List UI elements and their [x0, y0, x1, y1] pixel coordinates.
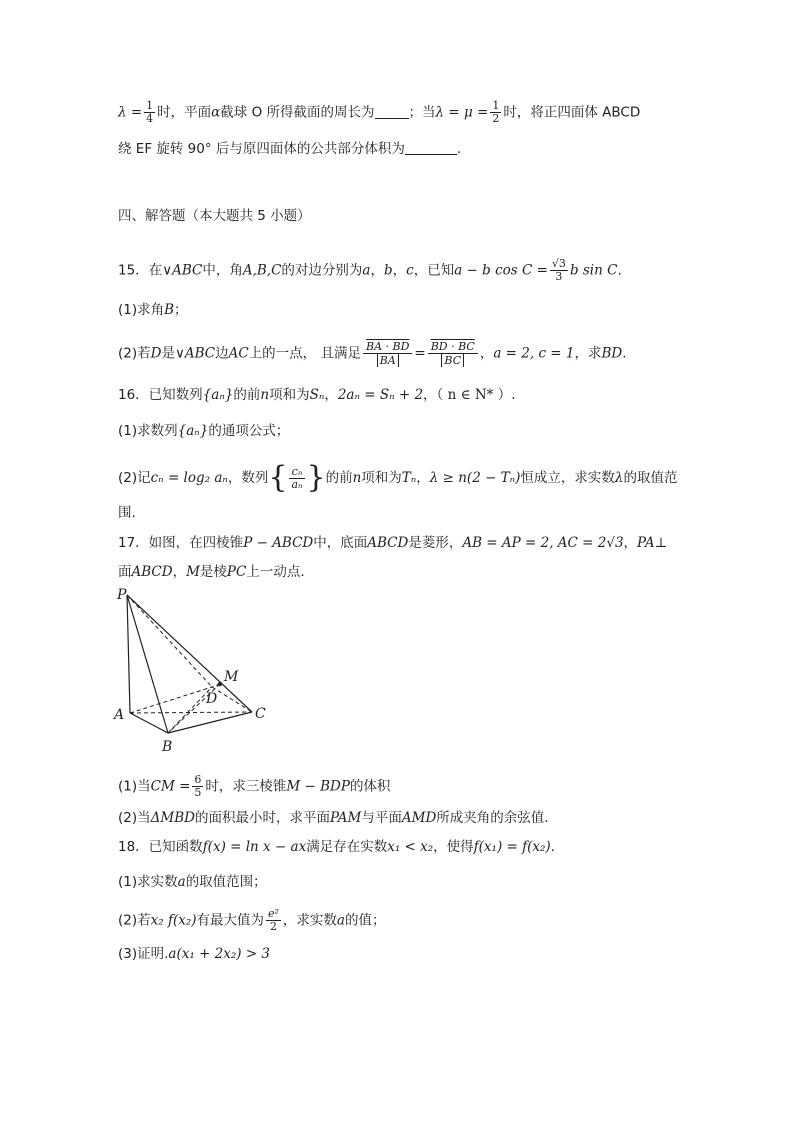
q16-part1: (1)求数列{aₙ}的通项公式；: [118, 423, 290, 439]
fraction-six-fifths: $\frac{6}{5}$: [194, 773, 202, 799]
q17-stem: 17．如图，在四棱锥P − ABCD中，底面ABCD是菱形，AB = AP = 2, AC = 2√3，PA⊥: [118, 535, 668, 551]
label-A: A: [114, 707, 125, 723]
q14-line1: λ = $\frac{1}{4}$ 时，平面α截球 O 所得截面的周长为 ；当λ = μ = $\frac{1}{2}$ 时，将正四面体 ABCD: [118, 99, 641, 125]
fraction-e2-over-2: $\frac{\text{e²}}{2}$: [268, 907, 279, 933]
q17-part2: (2)当ΔMBD的面积最小时，求平面PAM与平面AMD所成夹角的余弦值.: [118, 810, 549, 826]
q15-stem: 15．在∨ABC中，角A,B,C的对边分别为a，b，c，已知a − b cos C = $\frac{√3}{3}$ b sin C.: [118, 257, 622, 283]
edge-PA: [127, 595, 130, 713]
label-P: P: [117, 587, 127, 603]
edge-BC: [168, 712, 252, 733]
edge-DC: [212, 687, 252, 712]
fraction-one-half: $\frac{1}{2}$: [492, 99, 500, 125]
fraction-one-quarter: $\frac{1}{4}$: [146, 99, 154, 125]
label-C: C: [255, 706, 266, 722]
q18-stem: 18．已知函数f(x) = ln x − ax满足存在实数x₁ < x₂，使得f(x₁) = f(x₂).: [118, 839, 555, 855]
q16-stem: 16．已知数列{aₙ}的前n项和为Sₙ，2aₙ = Sₙ + 2，（ n ∈ N* ）.: [118, 387, 516, 403]
q18-part2: (2)若x₂ f(x₂)有最大值为 $\frac{\text{e²}}{2}$ ，求实数a的值；: [118, 907, 386, 933]
edge-AB: [130, 713, 168, 733]
label-M: M: [224, 669, 239, 685]
q15-part1: (1)求角B；: [118, 302, 188, 318]
vector-fraction-right: $\frac{BD \cdot BC}{BC}$: [428, 340, 478, 367]
section-title: 四、解答题（本大题共 5 小题）: [118, 208, 311, 224]
q15-part2: (2)若D是∨ABC边AC上的一点， 且满足 $\frac{BA \cdot BD}{BA}$ = $\frac{BD \cdot BC}{BC}$ ，a = 2, c = 1，求BD.: [118, 340, 627, 367]
q16-part2: (2)记cₙ = log₂ aₙ，数列{ $\frac{\text{cₙ}}{\text{aₙ}}$ }的前n项和为Tₙ，λ ≥ n(2 − Tₙ)恒成立，求实数λ的取值范: [118, 460, 678, 495]
diagonal-AC: [130, 712, 252, 713]
label-B: B: [162, 739, 173, 755]
fraction-sqrt3-over-3: $\frac{√3}{3}$: [551, 257, 566, 283]
q17-part1: (1)当CM = $\frac{6}{5}$ 时，求三棱锥M − BDP的体积: [118, 773, 391, 799]
q17-stem-wrap: 面ABCD，M是棱PC上一动点.: [118, 564, 305, 580]
pyramid-figure: [110, 585, 280, 755]
answer-blank-2[interactable]: [405, 140, 457, 155]
edge-PC: [127, 595, 252, 712]
q14-line2: 绕 EF 旋转 90° 后与原四面体的公共部分体积为 .: [118, 141, 462, 157]
point-M: [218, 682, 222, 686]
q18-part1: (1)求实数a的取值范围；: [118, 874, 267, 890]
label-D: D: [206, 691, 218, 707]
answer-blank-1[interactable]: [375, 104, 409, 119]
edge-PD: [127, 595, 212, 687]
q16-part2-wrap: 围.: [118, 505, 136, 521]
lambda-eq: λ =: [118, 104, 143, 121]
vector-fraction-left: $\frac{BA \cdot BD}{BA}$: [363, 340, 412, 367]
fraction-cn-over-an: $\frac{\text{cₙ}}{\text{aₙ}}$: [291, 464, 303, 491]
q18-part3: (3)证明.a(x₁ + 2x₂) > 3: [118, 946, 271, 962]
